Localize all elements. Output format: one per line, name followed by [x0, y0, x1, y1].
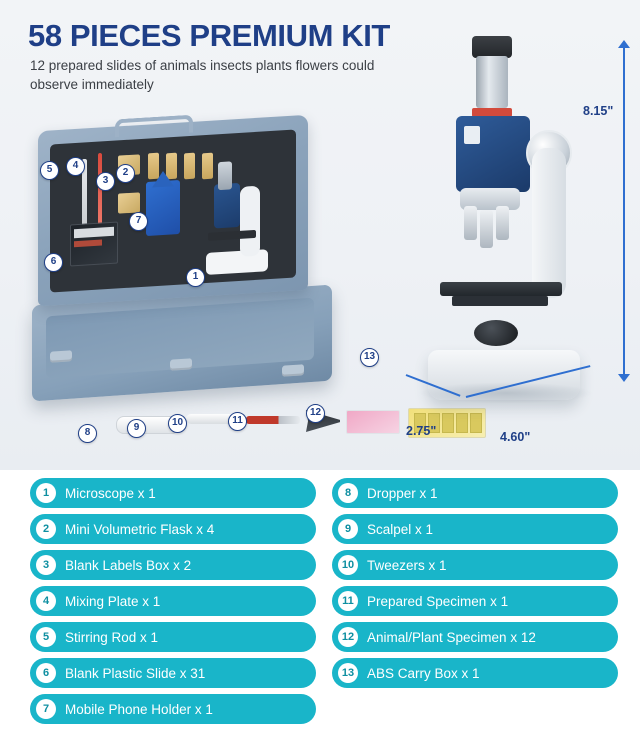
legend-label: Mini Volumetric Flask x 4	[65, 521, 215, 537]
callout-5: 5	[40, 161, 59, 180]
legend-item-prepared-specimen	[332, 586, 618, 616]
legend-label: Blank Plastic Slide x 31	[65, 665, 206, 681]
legend-badge: 8	[338, 483, 358, 503]
eyepiece	[472, 36, 512, 58]
volumetric-flask-2	[166, 153, 177, 180]
legend-label: Dropper x 1	[367, 485, 438, 501]
objective-lens-1	[464, 206, 477, 240]
legend-item-dropper	[332, 478, 618, 508]
legend-badge: 3	[36, 555, 56, 575]
case-latch-left	[50, 350, 72, 363]
legend-item-stirring-rod	[30, 622, 316, 652]
legend-item-scalpel	[332, 514, 618, 544]
legend-item-volumetric-flask	[30, 514, 316, 544]
legend-badge: 4	[36, 591, 56, 611]
legend-label: Mixing Plate x 1	[65, 593, 161, 609]
legend-badge: 7	[36, 699, 56, 719]
legend-label: ABS Carry Box x 1	[367, 665, 480, 681]
legend-badge: 12	[338, 627, 358, 647]
mixing-rod-item	[98, 153, 102, 231]
case-latch-right	[282, 364, 304, 377]
eyepiece-tube	[476, 56, 508, 108]
legend-item-tweezers	[332, 550, 618, 580]
microscope-in-case	[200, 157, 276, 282]
blank-plastic-slide-box	[70, 222, 118, 267]
height-arrow-bottom	[618, 374, 630, 382]
callout-6: 6	[44, 253, 63, 272]
callout-13: 13	[360, 348, 379, 367]
blank-labels-box-item	[118, 192, 140, 213]
volumetric-flask-3	[184, 153, 195, 180]
height-dimension-line	[623, 46, 625, 376]
specimen-stage	[440, 282, 562, 296]
page-title: 58 PIECES PREMIUM KIT	[28, 18, 390, 53]
legend-badge: 2	[36, 519, 56, 539]
mobile-phone-holder-item	[146, 180, 180, 236]
legend-column-right	[332, 478, 618, 694]
legend-label: Scalpel x 1	[367, 521, 434, 537]
legend-label: Mobile Phone Holder x 1	[65, 701, 213, 717]
legend-label: Animal/Plant Specimen x 12	[367, 629, 536, 645]
legend-badge: 6	[36, 663, 56, 683]
legend-item-animal-plant-specimen	[332, 622, 618, 652]
legend-label: Tweezers x 1	[367, 557, 447, 573]
legend-badge: 1	[36, 483, 56, 503]
callout-9: 9	[127, 419, 146, 438]
legend-badge: 13	[338, 663, 358, 683]
microscope-arm	[532, 148, 566, 298]
condenser-wheel	[474, 320, 518, 346]
height-arrow-top	[618, 40, 630, 48]
legend-item-mobile-phone-holder	[30, 694, 316, 724]
callout-3: 3	[96, 172, 115, 191]
brand-logo	[464, 126, 480, 144]
page-subtitle: 12 prepared slides of animals insects plants flowers could observe immediately	[30, 58, 375, 93]
legend-label: Prepared Specimen x 1	[367, 593, 509, 609]
callout-8: 8	[78, 424, 97, 443]
prepared-specimen-item	[346, 410, 400, 434]
depth-dimension-label: 2.75"	[406, 424, 437, 438]
legend-item-abs-carry-box	[332, 658, 618, 688]
callout-7: 7	[129, 212, 148, 231]
legend-item-blank-labels-box	[30, 550, 316, 580]
legend-badge: 10	[338, 555, 358, 575]
objective-lens-2	[480, 210, 493, 248]
legend-badge: 11	[338, 591, 358, 611]
parts-legend	[0, 470, 640, 724]
legend-label: Stirring Rod x 1	[65, 629, 159, 645]
legend-column-left	[30, 478, 316, 730]
legend-label: Blank Labels Box x 2	[65, 557, 192, 573]
case-latch-center	[170, 358, 192, 371]
legend-item-mixing-plate	[30, 586, 316, 616]
stage-clip-bar	[452, 296, 548, 306]
height-dimension-label: 8.15"	[583, 104, 614, 118]
scalpel-item	[246, 416, 300, 424]
width-dimension-label: 4.60"	[500, 430, 531, 444]
legend-label: Microscope x 1	[65, 485, 156, 501]
dropper-item	[116, 416, 176, 434]
objective-lens-3	[496, 206, 509, 240]
legend-item-microscope	[30, 478, 316, 508]
callout-12: 12	[306, 404, 325, 423]
callout-1: 1	[186, 268, 205, 287]
callout-4: 4	[66, 157, 85, 176]
callout-10: 10	[168, 414, 187, 433]
volumetric-flask-1	[148, 153, 159, 180]
loose-accessories-group	[96, 400, 436, 456]
callout-2: 2	[116, 164, 135, 183]
legend-item-blank-plastic-slide	[30, 658, 316, 688]
legend-badge: 9	[338, 519, 358, 539]
callout-11: 11	[228, 412, 247, 431]
microscope-product-illustration	[400, 30, 600, 410]
legend-badge: 5	[36, 627, 56, 647]
